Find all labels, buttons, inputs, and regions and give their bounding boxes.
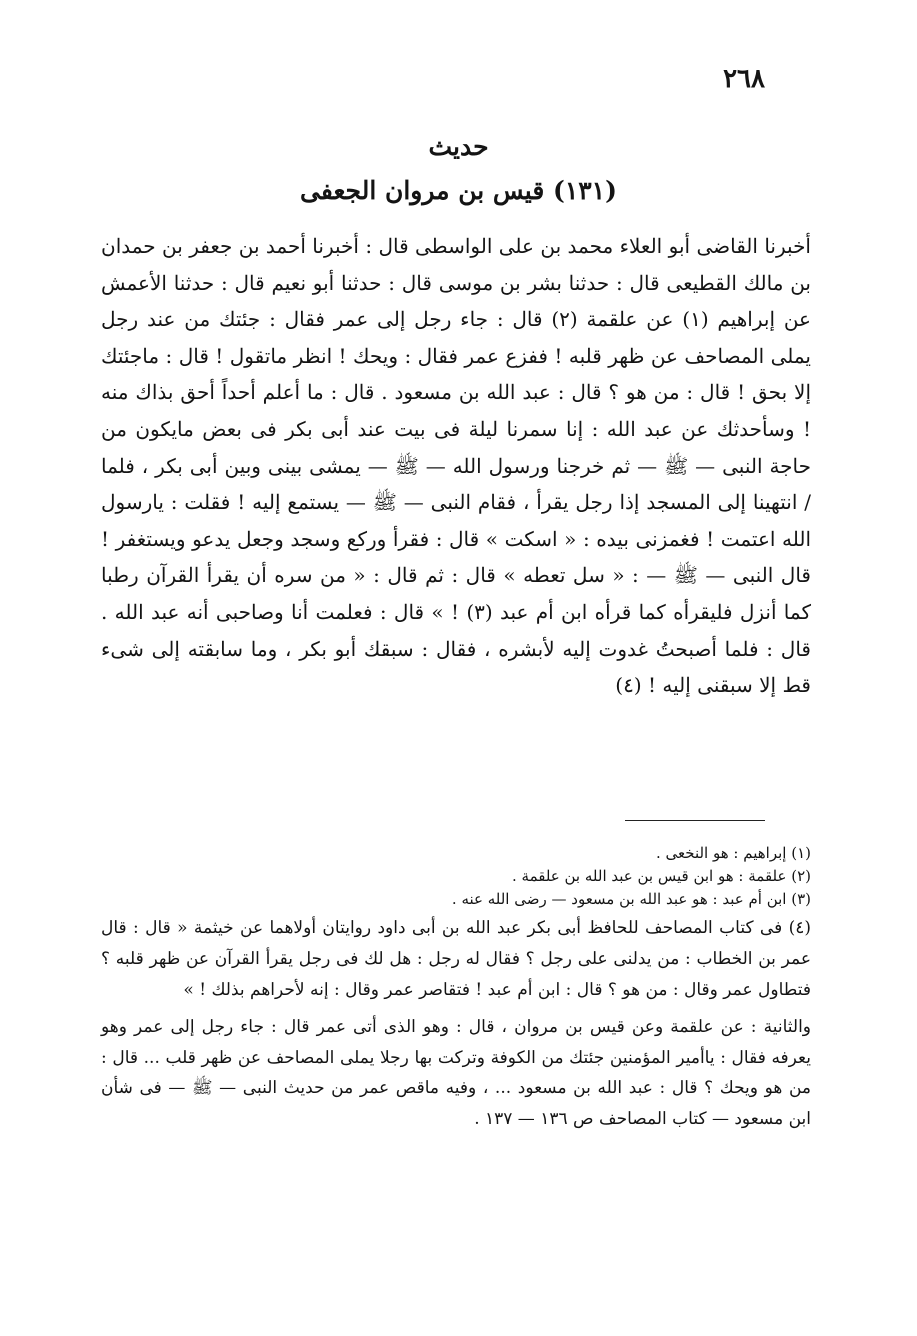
section-title: حديث <box>428 132 489 161</box>
hadith-text <box>101 228 811 704</box>
entry-title: (١٣١) قيس بن مروان الجعفى <box>300 176 617 205</box>
footnote-4: (٤) فى كتاب المصاحف للحافظ أبى بكر عبد الله بن أبى داود روايتان أولاهما عن خيثمة « قال : قال عمر بن الخطاب : من يدلنى على رجل ؟ فقال له رجل : هل لك فى رجل يقرأ القرآن عن ظهر قلبه ؟ فتطاول عمر وقال : من هو ؟ قال : ابن أم عبد ! فتقاصر عمر وقال : إنه لأحراهم بذلك ! » <box>101 918 811 1000</box>
footnotes <box>101 842 811 1134</box>
footnote-1: (١) إبراهيم : هو النخعى . <box>656 844 811 862</box>
paragraph: أخبرنا القاضى أبو العلاء محمد بن على الواسطى قال : أخبرنا أحمد بن جعفر بن حمدان بن مالك القطيعى قال : حدثنا بشر بن موسى قال : حدثنا أبو نعيم قال : حدثنا الأعمش عن إبراهيم (١) عن علقمة (٢) قال : جاء رجل إلى عمر فقال : جئتك من عند رجل يملى المصاحف عن ظهر قلبه ! ففزع عمر فقال : ويحك ! انظر ماتقول ! قال : ماجئتك إلا بحق ! قال : من هو ؟ قال : عبد الله بن مسعود . قال : ما أعلم أحداً أحق بذاك منه ! وسأحدثك عن عبد الله : إنا سمرنا ليلة فى بيت عند أبى بكر فى بعض مايكون من حاجة النبى — ﷺ — ثم خرجنا ورسول الله — ﷺ — يمشى بينى وبين أبى بكر ، فلما / انتهينا إلى المسجد إذا رجل يقرأ ، فقام النبى — ﷺ — يستمع إليه ! فقلت : يارسول الله اعتمت ! فغمزنى بيده : « اسكت » قال : فقرأ وركع وسجد وجعل يدعو ويستغفر ! قال النبى — ﷺ — : « سل تعطه » قال : ثم قال : « من سره أن يقرأ القرآن رطبا كما أنزل فليقرأه كما قرأه ابن أم عبد (٣) ! » قال : فعلمت أنا وصاحبى أنه عبد الله . قال : فلما أصبحتُ غدوت إليه لأبشره ، فقال : سبقك أبو بكر ، وما سابقته إلى شىء قط إلا سبقنى إليه ! (٤) <box>101 234 811 698</box>
footnote-3: (٣) ابن أم عبد : هو عبد الله بن مسعود — رضى الله عنه . <box>451 890 811 908</box>
footnote-divider <box>625 820 765 821</box>
footnote-2: (٢) علقمة : هو ابن قيس بن عبد الله بن علقمة . <box>511 867 811 885</box>
page-number: ٢٦٨ <box>723 64 765 94</box>
footnote-4-continued: والثانية : عن علقمة وعن قيس بن مروان ، قال : وهو الذى أتى عمر قال : جاء رجل إلى عمر وهو يعرفه فقال : ياأمير المؤمنين جئتك من الكوفة وتركت بها رجلا يملى المصاحف عن ظهر قلب ... قال : من هو ويحك ؟ قال : عبد الله بن مسعود ... ، وفيه ماقص عمر من حديث النبى — ﷺ — فى شأن ابن مسعود — كتاب المصاحف ص ١٣٦ — ١٣٧ . <box>101 1017 811 1129</box>
